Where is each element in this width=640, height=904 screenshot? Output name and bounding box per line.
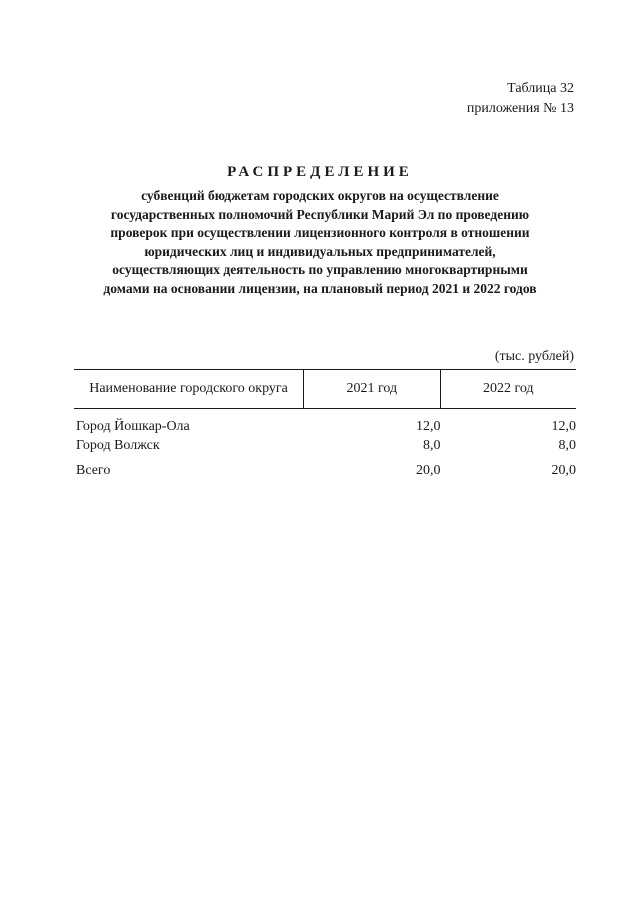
total-2021: 20,0 <box>416 462 441 478</box>
subtitle-line: юридических лиц и индивидуальных предпринимателей, <box>144 243 496 259</box>
units-label: (тыс. рублей) <box>494 349 574 364</box>
document-heading <box>60 164 580 298</box>
header-district-name: Наименование городского округа <box>89 381 288 396</box>
table-header <box>74 369 576 409</box>
subtitle-line: домами на основании лицензии, на плановый период 2021 и 2022 годов <box>103 280 537 296</box>
district-name: Город Йошкар-Ола <box>76 418 190 434</box>
total-label: Всего <box>76 462 111 478</box>
table-body <box>74 409 576 480</box>
subtitle-line: осуществляющих деятельность по управлению многоквартирными <box>112 262 528 277</box>
value-2021: 12,0 <box>416 418 441 434</box>
district-name: Город Волжск <box>76 437 160 453</box>
table-row <box>74 436 576 455</box>
reference-line-1: Таблица 32 <box>507 81 574 96</box>
subtitle-line: проверок при осуществлении лицензионного контроля в отношении <box>110 225 530 240</box>
total-2022: 20,0 <box>551 462 576 478</box>
table-row <box>74 417 576 436</box>
header-2022: 2022 год <box>440 370 576 408</box>
value-2021: 8,0 <box>423 437 441 453</box>
document-title: РАСПРЕДЕЛЕНИЕ <box>227 164 413 180</box>
table-reference <box>467 79 574 119</box>
subtitle-line: государственных полномочий Республики Марий Эл по проведению <box>110 206 530 222</box>
value-2022: 8,0 <box>558 437 576 453</box>
value-2022: 12,0 <box>551 418 576 434</box>
distribution-table <box>74 369 576 480</box>
header-2021: 2021 год <box>303 370 439 408</box>
table-total-row <box>74 461 576 480</box>
reference-line-2: приложения № 13 <box>466 101 574 116</box>
document-subtitle <box>60 187 580 298</box>
subtitle-line: субвенций бюджетам городских округов на осуществление <box>141 188 499 203</box>
